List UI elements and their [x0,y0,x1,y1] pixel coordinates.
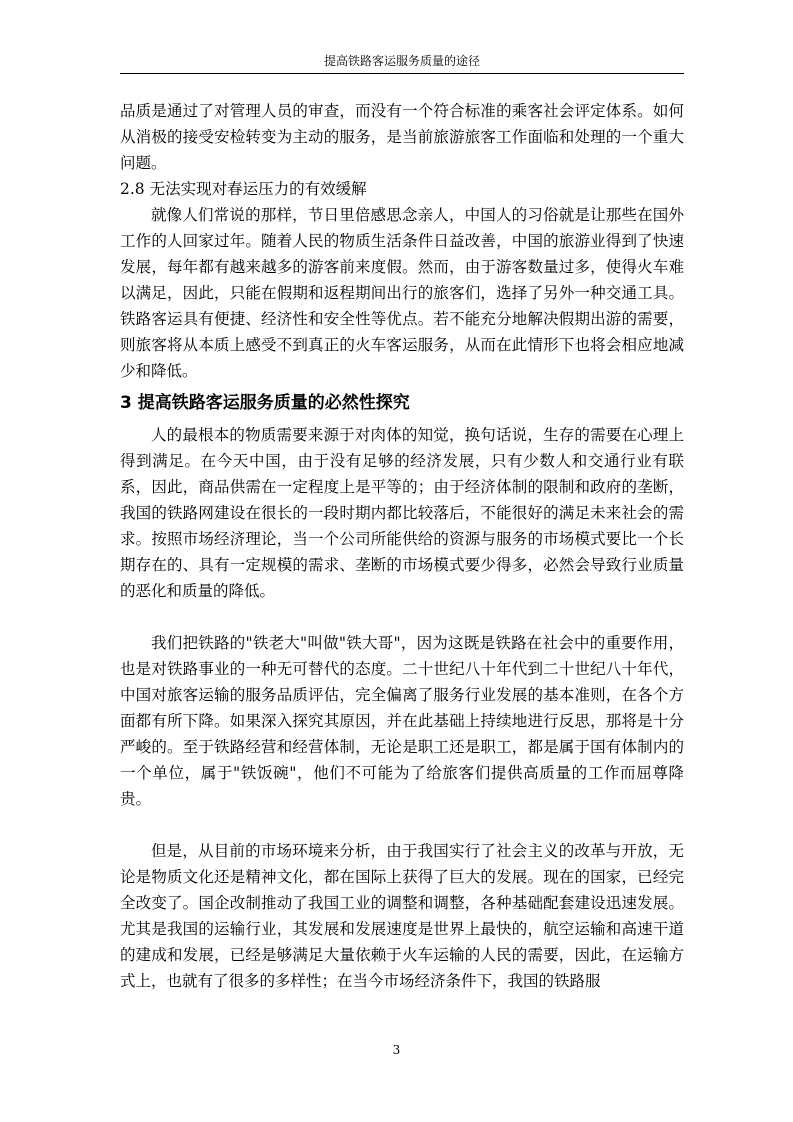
paragraph-continuation: 品质是通过了对管理人员的审查，而没有一个符合标准的乘客社会评定体系。如何从消极的接受安检转变为主动的服务，是当前旅游旅客工作面临和处理的一个重大问题。 [120,102,684,172]
subsection-heading-2-8: 2.8 无法实现对春运压力的有效缓解 [120,180,367,198]
page-number: 3 [392,1043,401,1057]
running-header: 提高铁路客运服务质量的途径 [323,54,480,68]
paragraph-iron-boss: 我们把铁路的"铁老大"叫做"铁大哥"，因为这既是铁路在社会中的重要作用，也是对铁路事业的一种无可替代的态度。二十世纪八十年代到二十世纪八十年代，中国对旅客运输的服务品质评估，完全偏离了服务行业发展的基本准则，在各个方面都有所下降。如果深入探究其原因，并在此基础上持续地进行反思，那将是十分严峻的。至于铁路经营和经营体制，无论是职工还是职工，都是属于国有体制内的一个单位，属于"铁饭碗"，他们不可能为了给旅客们提供高质量的工作而屈尊降贵。 [120,634,684,808]
paragraph-market: 但是，从目前的市场环境来分析，由于我国实行了社会主义的改革与开放，无论是物质文化还是精神文化，都在国际上获得了巨大的发展。现在的国家，已经完全改变了。国企改制推动了我国工业的调整和调整，各种基础配套建设迅速发展。尤其是我国的运输行业，其发展和发展速度是世界上最快的，航空运输和高速干道的建成和发展，已经是够满足大量依赖于火车运输的人民的需要，因此，在运输方式上，也就有了很多的多样性；在当今市场经济条件下，我国的铁路服 [120,842,684,990]
paragraph-gap [120,604,684,630]
page-body [120,98,684,994]
header-rule [120,73,684,74]
paragraph-needs: 人的最根本的物质需要来源于对肉体的知觉，换句话说，生存的需要在心理上得到满足。在今天中国，由于没有足够的经济发展，只有少数人和交通行业有联系，因此，商品供需在一定程度上是平等的；由于经济体制的限制和政府的垄断，我国的铁路网建设在很长的一段时期内都比较落后，不能很好的满足未来社会的需求。按照市场经济理论，当一个公司所能供给的资源与服务的市场模式要比一个长期存在的、具有一定规模的需求、垄断的市场模式要少得多，必然会导致行业质量的恶化和质量的降低。 [120,426,684,600]
section-heading-3: 3 提高铁路客运服务质量的必然性探究 [120,393,410,413]
paragraph-spring-festival: 就像人们常说的那样，节日里倍感思念亲人，中国人的习俗就是让那些在国外工作的人回家过年。随着人民的物质生活条件日益改善，中国的旅游业得到了快速发展，每年都有越来越多的游客前来度假。然而，由于游客数量过多，使得火车难以满足，因此，只能在假期和返程期间出行的旅客们，选择了另外一种交通工具。铁路客运具有便捷、经济性和安全性等优点。若不能充分地解决假期出游的需要，则旅客将从本质上感受不到真正的火车客运服务，从而在此情形下也将会相应地减少和降低。 [120,206,684,380]
paragraph-gap [120,812,684,838]
